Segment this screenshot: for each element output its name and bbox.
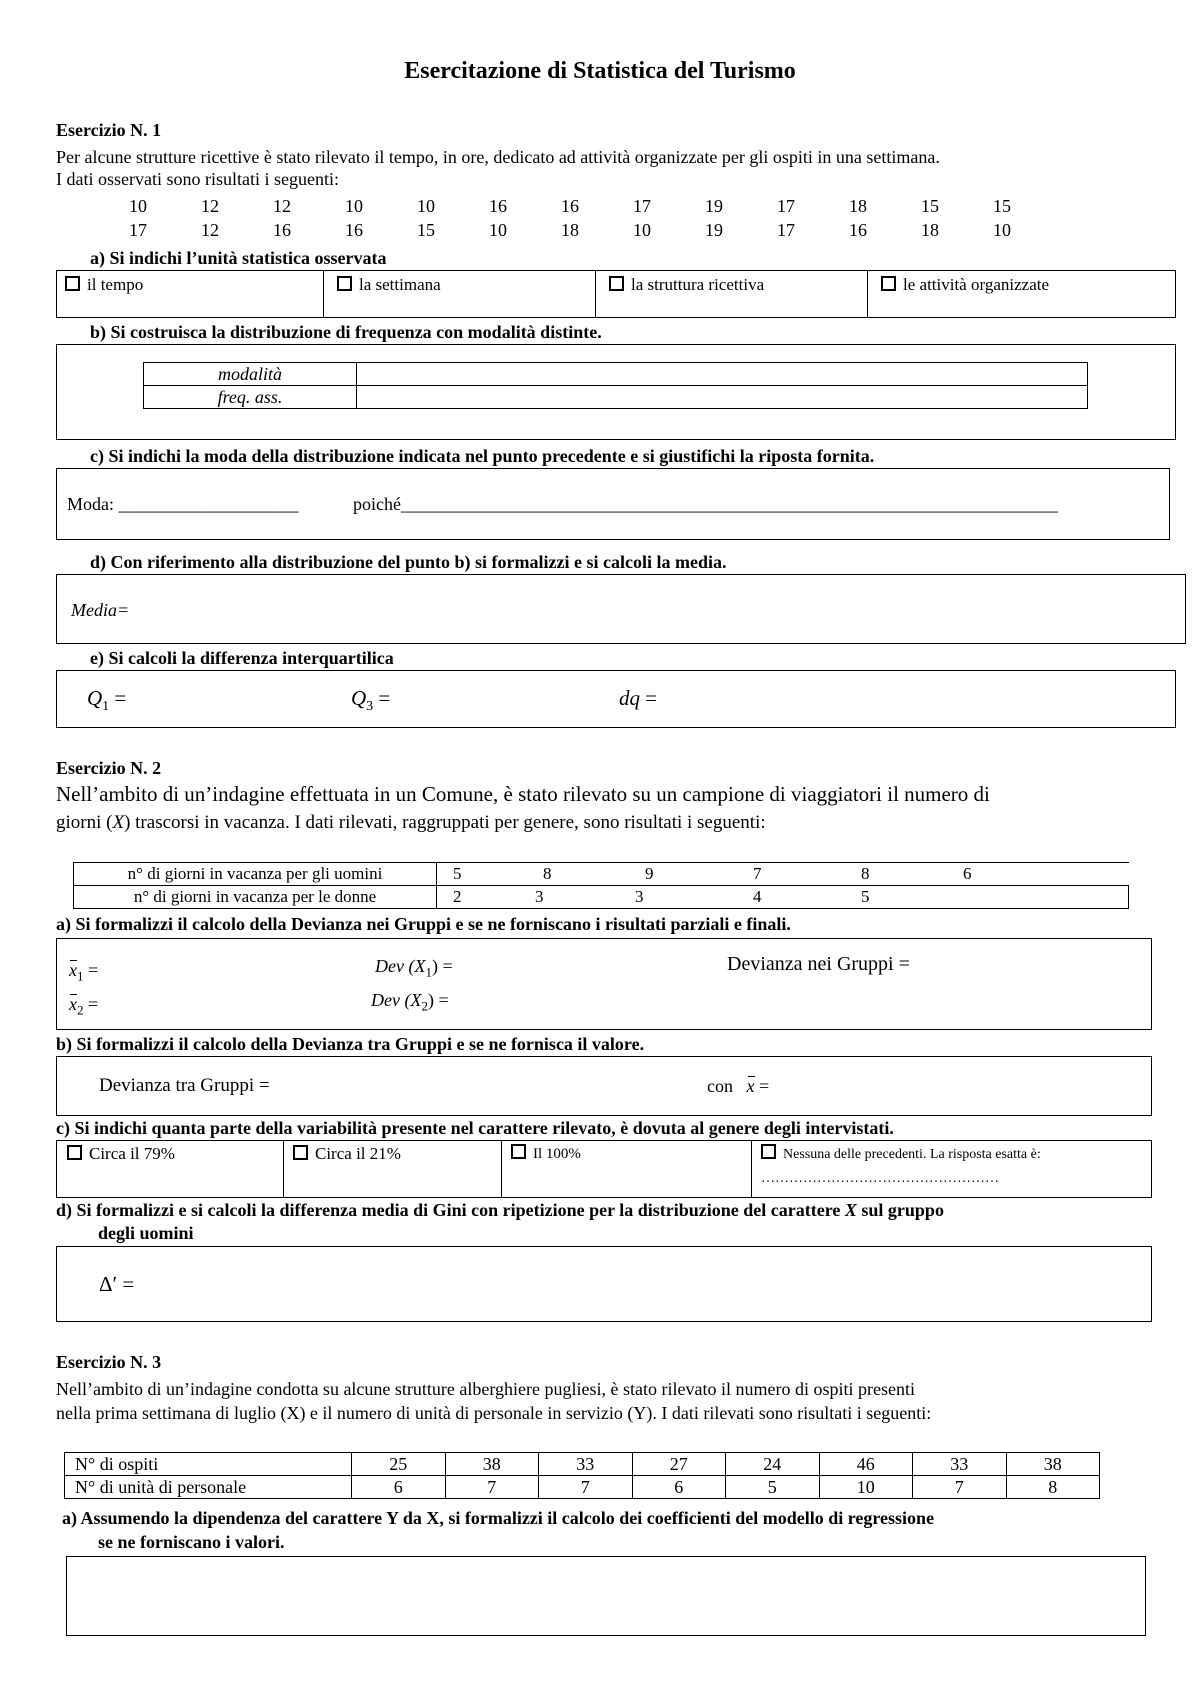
exercise-2-question-d-line-1: d) Si formalizzi e si calcoli la differenza media di Gini con ripetizione per la distribuzione del carattere X sul gruppo: [56, 1200, 944, 1220]
moda-field[interactable]: Moda: ____________________: [67, 494, 299, 514]
exercise-3-question-a-line-2: se ne forniscano i valori.: [98, 1532, 285, 1552]
table-cell: 27: [632, 1453, 726, 1476]
data-value: 10: [345, 196, 363, 216]
exercise-1-question-d: d) Con riferimento alla distribuzione del punto b) si formalizzi e si calcoli la media.: [90, 552, 727, 572]
data-value: 17: [777, 196, 795, 216]
page-title: Esercitazione di Statistica del Turismo: [404, 58, 796, 84]
exercise-2-answer-a-box: [56, 938, 1152, 1030]
row-label-men: n° di giorni in vacanza per gli uomini: [74, 863, 437, 886]
checkbox-icon: [293, 1145, 308, 1160]
poiche-field[interactable]: poiché_________________________________________________________________________: [353, 494, 1058, 514]
checkbox-icon: [511, 1144, 526, 1159]
exercise-3-intro-line-1: Nell’ambito di un’indagine condotta su alcune strutture alberghiere pugliesi, è stato rilevato il numero di ospiti presenti: [56, 1379, 915, 1399]
option-circa-79[interactable]: Circa il 79%: [67, 1144, 175, 1164]
exercise-1-heading: Esercizio N. 1: [56, 120, 162, 140]
data-value: 15: [921, 196, 939, 216]
mean-x1-field[interactable]: $x_1$ =: [69, 960, 99, 984]
exercise-2-intro-line-1: Nell’ambito di un’indagine effettuata in un Comune, è stato rilevato su un campione di viaggiatori il numero di: [56, 782, 990, 806]
exercise-2-answer-b-box: [56, 1056, 1152, 1116]
data-value: 16: [849, 220, 867, 240]
row-label-freq-ass: freq. ass.: [144, 386, 357, 409]
mean-x2-field[interactable]: $x_2$ =: [69, 994, 99, 1018]
table-cell: 46: [819, 1453, 913, 1476]
table-cell: 6: [632, 1476, 726, 1499]
exercise-2-answer-d-box: [56, 1246, 1152, 1322]
dev-x2-field[interactable]: Dev $(X_2)$ =: [371, 990, 449, 1014]
exercise-3-intro-line-2: nella prima settimana di luglio (X) e il numero di unità di personale in servizio (Y). I dati rilevati sono risultati i seguenti:: [56, 1403, 932, 1423]
risposta-esatta-field[interactable]: ……………………………………………: [761, 1171, 999, 1186]
data-value: 12: [201, 196, 219, 216]
exercise-3-data-table: [64, 1452, 1100, 1499]
devianza-tra-gruppi-field[interactable]: Devianza tra Gruppi =: [99, 1075, 270, 1096]
table-cell: 7: [913, 1476, 1007, 1499]
table-cell: 33: [539, 1453, 633, 1476]
exercise-1-answer-a-box: [56, 270, 1176, 318]
table-cell: 33: [913, 1453, 1007, 1476]
exercise-2-question-d-line-2: degli uomini: [98, 1223, 194, 1243]
table-cell: 38: [1006, 1453, 1100, 1476]
checkbox-icon: [761, 1144, 776, 1159]
data-value: 10: [489, 220, 507, 240]
data-value: 17: [633, 196, 651, 216]
q1-field[interactable]: $Q_1$ =: [87, 686, 127, 715]
exercise-1-answer-d-box: [56, 574, 1186, 644]
data-value: 12: [273, 196, 291, 216]
table-row: [144, 386, 1088, 409]
exercise-1-intro-line-1: Per alcune strutture ricettive è stato rilevato il tempo, in ore, dedicato ad attività organizzate per gli ospiti in una settimana.: [56, 147, 940, 167]
exercise-1-question-b: b) Si costruisca la distribuzione di frequenza con modalità distinte.: [90, 322, 602, 342]
dq-field[interactable]: dq =: [619, 686, 658, 710]
exercise-2-heading: Esercizio N. 2: [56, 758, 162, 778]
exercise-1-answer-c-box: [56, 468, 1170, 540]
checkbox-icon: [337, 276, 352, 291]
data-value: 19: [705, 220, 723, 240]
option-nessuna[interactable]: Nessuna delle precedenti. La risposta esatta è:: [761, 1144, 1041, 1163]
row-label-personale: N° di unità di personale: [65, 1476, 352, 1499]
data-value: 16: [561, 196, 579, 216]
table-cell: 5 8 9 7 8 6: [437, 863, 1129, 886]
table-cell: 6: [352, 1476, 446, 1499]
table-cell: 10: [819, 1476, 913, 1499]
answer-cell[interactable]: [357, 386, 1088, 409]
data-value: 15: [993, 196, 1011, 216]
table-cell: 25: [352, 1453, 446, 1476]
gini-delta-field[interactable]: Δ′ =: [99, 1272, 135, 1296]
answer-cell[interactable]: [357, 363, 1088, 386]
q3-field[interactable]: $Q_3$ =: [351, 686, 391, 715]
table-cell: 38: [445, 1453, 539, 1476]
data-value: 12: [201, 220, 219, 240]
table-row: [74, 886, 1129, 909]
exercise-1-intro-line-2: I dati osservati sono risultati i seguenti:: [56, 169, 339, 189]
exercise-2-question-b: b) Si formalizzi il calcolo della Devianza tra Gruppi e se ne fornisca il valore.: [56, 1034, 645, 1054]
exercise-3-question-a-line-1: a) Assumendo la dipendenza del carattere Y da X, si formalizzi il calcolo dei coefficienti del modello di regressione: [62, 1508, 935, 1528]
exercise-1-question-e: e) Si calcoli la differenza interquartilica: [90, 648, 394, 668]
exercise-1-question-c: c) Si indichi la moda della distribuzione indicata nel punto precedente e si giustifichi la riposta fornita.: [90, 446, 875, 466]
exercise-2-question-a: a) Si formalizzi il calcolo della Devianza nei Gruppi e se ne forniscano i risultati parziali e finali.: [56, 914, 791, 934]
data-value: 10: [993, 220, 1011, 240]
data-value: 18: [849, 196, 867, 216]
data-value: 16: [489, 196, 507, 216]
exercise-2-data-table: [73, 862, 1129, 909]
data-value: 17: [129, 220, 147, 240]
grand-mean-field[interactable]: con x =: [707, 1076, 770, 1096]
option-il-tempo[interactable]: il tempo: [65, 275, 143, 295]
data-value: 18: [561, 220, 579, 240]
table-cell: 7: [445, 1476, 539, 1499]
devianza-nei-gruppi-field[interactable]: Devianza nei Gruppi =: [727, 953, 910, 975]
checkbox-icon: [881, 276, 896, 291]
data-value: 10: [417, 196, 435, 216]
data-value: 18: [921, 220, 939, 240]
table-cell: 5: [726, 1476, 820, 1499]
table-cell: 2 3 3 4 5: [437, 886, 1129, 909]
data-value: 17: [777, 220, 795, 240]
media-field[interactable]: Media=: [71, 600, 130, 620]
table-row: [65, 1453, 1100, 1476]
table-row: [74, 863, 1129, 886]
checkbox-icon: [67, 1145, 82, 1160]
exercise-1-answer-e-box: [56, 670, 1176, 728]
dev-x1-field[interactable]: Dev $(X_1)$ =: [375, 956, 453, 980]
data-value: 15: [417, 220, 435, 240]
exercise-2-intro-line-2: giorni (X) trascorsi in vacanza. I dati rilevati, raggruppati per genere, sono risultati i seguenti:: [56, 812, 766, 833]
table-row: [144, 363, 1088, 386]
option-le-attivita-organizzate[interactable]: le attività organizzate: [881, 275, 1049, 295]
row-label-modalita: modalità: [144, 363, 357, 386]
exercise-1-question-a: a) Si indichi l’unità statistica osservata: [90, 248, 387, 268]
option-circa-21[interactable]: Circa il 21%: [293, 1144, 401, 1164]
data-value: 10: [633, 220, 651, 240]
table-row: [65, 1476, 1100, 1499]
exercise-2-question-c: c) Si indichi quanta parte della variabilità presente nel carattere rilevato, è dovuta al genere degli intervistati.: [56, 1118, 894, 1138]
table-cell: 7: [539, 1476, 633, 1499]
exercise-2-answer-c-box: [56, 1140, 1152, 1198]
checkbox-icon: [609, 276, 624, 291]
data-value: 16: [345, 220, 363, 240]
exercise-3-answer-a-box[interactable]: [66, 1556, 1146, 1636]
table-cell: 24: [726, 1453, 820, 1476]
data-value: 10: [129, 196, 147, 216]
data-value: 19: [705, 196, 723, 216]
row-label-ospiti: N° di ospiti: [65, 1453, 352, 1476]
option-100[interactable]: Il 100%: [511, 1144, 581, 1163]
row-label-women: n° di giorni in vacanza per le donne: [74, 886, 437, 909]
checkbox-icon: [65, 276, 80, 291]
option-la-struttura-ricettiva[interactable]: la struttura ricettiva: [609, 275, 764, 295]
table-cell: 8: [1006, 1476, 1100, 1499]
frequency-distribution-table: [143, 362, 1088, 409]
data-value: 16: [273, 220, 291, 240]
option-la-settimana[interactable]: la settimana: [337, 275, 441, 295]
exercise-3-heading: Esercizio N. 3: [56, 1352, 162, 1372]
